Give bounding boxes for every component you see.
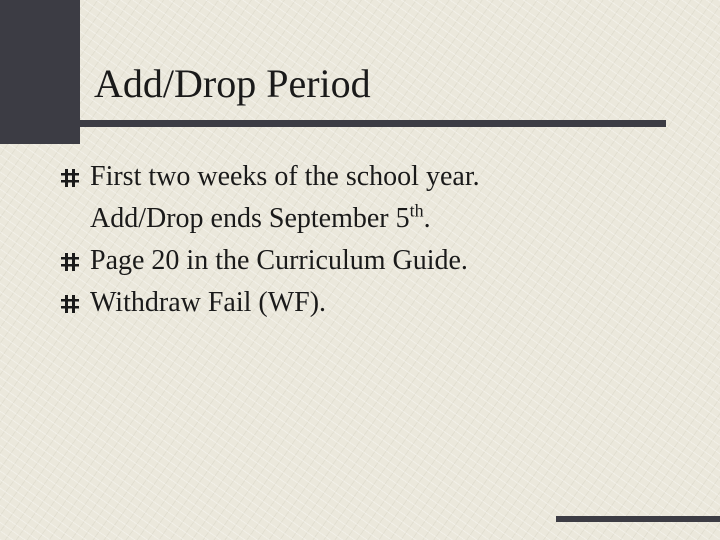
hash-bullet-icon xyxy=(60,252,80,272)
bullet-list xyxy=(60,156,480,324)
bullet-item xyxy=(60,282,480,324)
bullet-item xyxy=(60,240,480,282)
bullet-text: Page 20 in the Curriculum Guide. xyxy=(90,245,468,276)
bottom-right-rule xyxy=(556,516,720,522)
hash-bullet-icon xyxy=(60,168,80,188)
bullet-text-part: . xyxy=(423,203,431,234)
title-underline-rule xyxy=(0,120,666,127)
bullet-text: Withdraw Fail (WF). xyxy=(90,287,327,318)
bullet-item xyxy=(60,156,480,240)
hash-bullet-icon xyxy=(60,294,80,314)
bullet-text-continuation xyxy=(90,198,480,240)
slide-title: Add/Drop Period xyxy=(94,61,371,106)
bullet-text-part: Add/Drop ends September 5 xyxy=(90,203,410,234)
bullet-text: First two weeks of the school year. xyxy=(90,161,480,192)
ordinal-suffix: th xyxy=(409,200,424,221)
